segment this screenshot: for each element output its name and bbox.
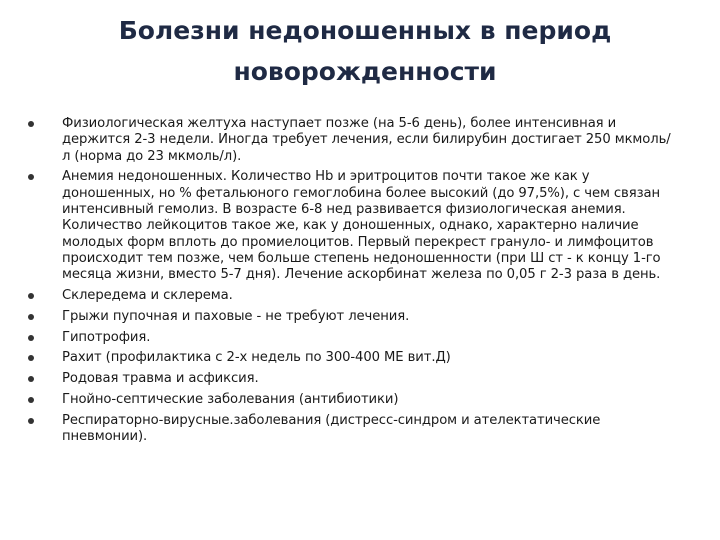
list-item-text: Анемия недоношенных. Количество Hb и эритроцитов почти такое же как у доношенных, но % фетальюного гемоглобина более высокий (до 97,5%), с чем связан интенсивный гемолиз. В возрасте 6-8 нед развивается физиологическая анемия. Количество лейкоцитов такое же, как у доношенных, однако, характерно наличие молодых форм вплоть до промиелоцитов. Первый перекрест грануло- и лимфоцитов происходит тем позже, чем больше степень недоношенности (при Ш ст - к концу 1-го месяца жизни, вместо 5-7 дня). Лечение аскорбинат железа по 0,05 г 2-3 раза в день. <box>62 169 661 283</box>
list-item <box>28 288 678 304</box>
list-item-text: Рахит (профилактика с 2-х недель по 300-400 МЕ вит.Д) <box>62 350 451 366</box>
list-item-text: Гнойно-септические заболевания (антибиотики) <box>62 391 399 407</box>
slide-title: Болезни недоношенных в период новорожденности <box>118 16 612 86</box>
bullet-icon <box>28 418 34 424</box>
list-item <box>28 413 678 446</box>
bullet-icon <box>28 335 34 341</box>
bullet-icon <box>28 397 34 403</box>
list-item-text: Склередема и склерема. <box>62 287 233 303</box>
list-item-text: Респираторно-вирусные.заболевания (дистресс-синдром и ателектатические пневмонии). <box>62 412 601 445</box>
list-item <box>28 330 678 346</box>
list-item-text: Гипотрофия. <box>62 329 151 345</box>
list-item-text: Грыжи пупочная и паховые - не требуют лечения. <box>62 308 410 324</box>
list-item <box>28 309 678 325</box>
bullet-icon <box>28 355 34 361</box>
list-item <box>28 371 678 387</box>
list-item <box>28 350 678 366</box>
list-item-text: Физиологическая желтуха наступает позже (на 5-6 день), более интенсивная и держится 2-3 недели. Иногда требует лечения, если билирубин достигает 250 мкмоль/л (норма до 23 мкмоль/л). <box>62 116 671 164</box>
bullet-icon <box>28 376 34 382</box>
list-item <box>28 116 678 165</box>
bullet-icon <box>28 174 34 180</box>
list-item <box>28 169 678 283</box>
bullet-icon <box>28 121 34 127</box>
bullet-icon <box>28 314 34 320</box>
list-item <box>28 392 678 408</box>
bullet-icon <box>28 293 34 299</box>
list-item-text: Родовая травма и асфиксия. <box>62 371 259 387</box>
bullet-list <box>28 116 678 450</box>
